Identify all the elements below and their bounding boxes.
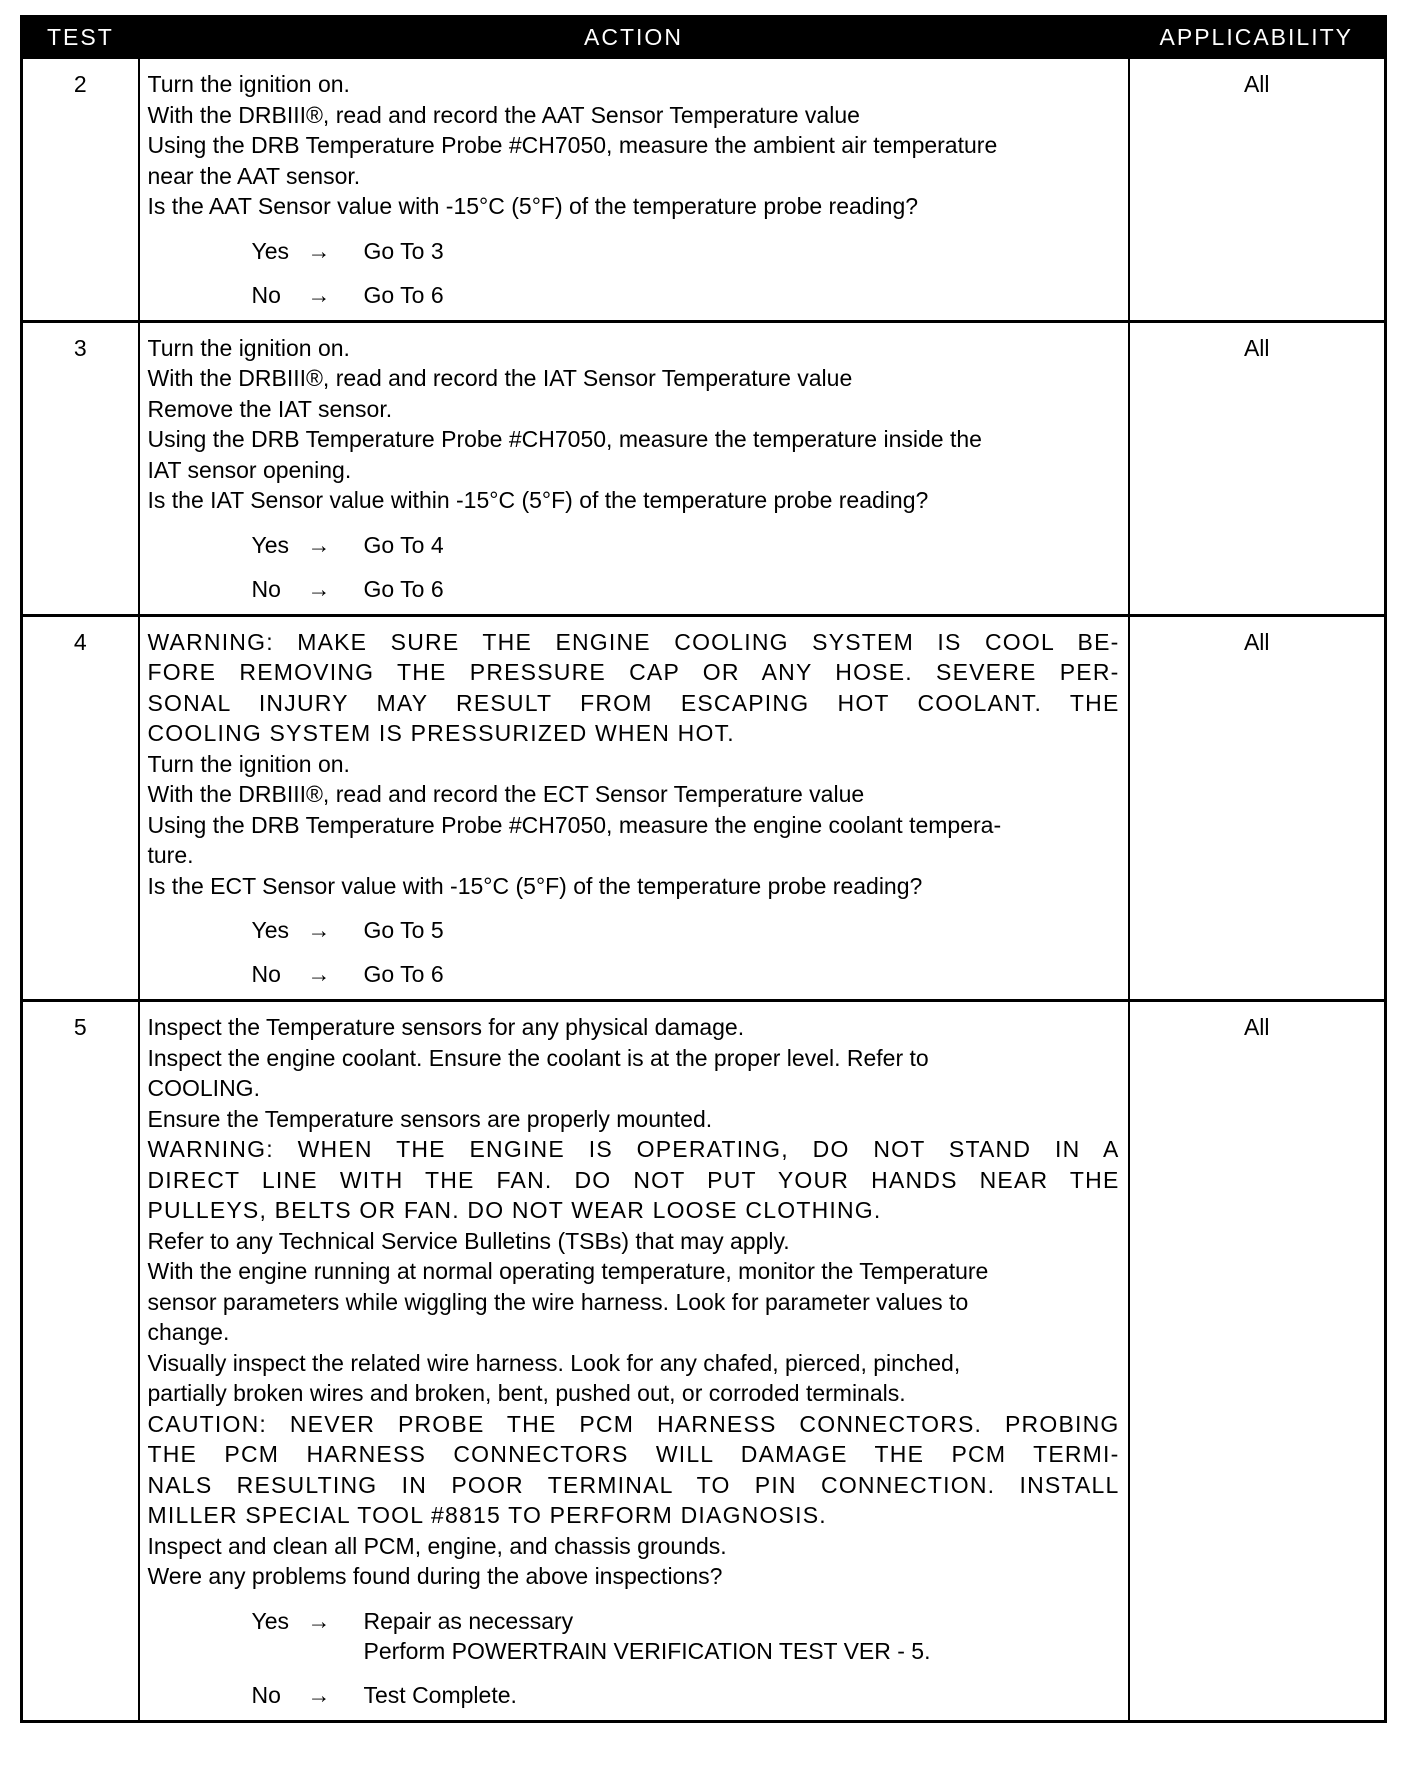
action-cell bbox=[139, 1001, 1129, 1722]
action-line: Visually inspect the related wire harness. Look for any chafed, pierced, pinched, bbox=[147, 1349, 961, 1376]
action-line: Using the DRB Temperature Probe #CH7050, measure the ambient air temperature bbox=[147, 132, 998, 158]
yes-outcome bbox=[252, 915, 1120, 945]
table-body bbox=[22, 58, 1386, 1722]
warning-line: SONAL INJURY MAY RESULT FROM ESCAPING HOT COOLANT. THE bbox=[147, 689, 1120, 716]
arrow-right-icon: → bbox=[307, 917, 331, 943]
action-line: With the engine running at normal operating temperature, monitor the Temperature bbox=[147, 1258, 989, 1284]
warning-line: WARNING: WHEN THE ENGINE IS OPERATING, DO NOT STAND IN A bbox=[147, 1136, 1120, 1162]
test-number: 4 bbox=[22, 615, 139, 1001]
action-line: Turn the ignition on. bbox=[147, 334, 350, 361]
action-line: Remove the IAT sensor. bbox=[147, 395, 393, 422]
action-line: Ensure the Temperature sensors are properly mounted. bbox=[147, 1105, 713, 1132]
action-line: ture. bbox=[147, 842, 194, 868]
action-line: With the DRBIII®, read and record the ECT Sensor Temperature value bbox=[147, 781, 865, 807]
outcomes bbox=[148, 530, 1120, 604]
action-line: With the DRBIII®, read and record the IAT Sensor Temperature value bbox=[147, 365, 853, 391]
applicability-value: All bbox=[1129, 321, 1386, 615]
applicability-value: All bbox=[1129, 58, 1386, 322]
no-result bbox=[364, 1680, 1120, 1710]
caution-line: NALS RESULTING IN POOR TERMINAL TO PIN CONNECTION. INSTALL bbox=[147, 1471, 1120, 1498]
result-line: Test Complete. bbox=[363, 1681, 517, 1708]
table-row bbox=[22, 1001, 1386, 1722]
test-number: 3 bbox=[22, 321, 139, 615]
table-row bbox=[22, 58, 1386, 322]
action-line: Inspect and clean all PCM, engine, and chassis grounds. bbox=[147, 1532, 727, 1559]
result-line: Go To 4 bbox=[363, 531, 444, 558]
arrow-right-icon: → bbox=[307, 961, 331, 987]
table-row bbox=[22, 321, 1386, 615]
yes-label: Yes bbox=[251, 237, 290, 264]
warning-line: PULLEYS, BELTS OR FAN. DO NOT WEAR LOOSE CLOTHING. bbox=[147, 1197, 882, 1223]
yes-result bbox=[364, 915, 1120, 945]
no-label: No bbox=[251, 1681, 281, 1708]
result-line: Go To 5 bbox=[363, 917, 444, 943]
diagnostic-table-sheet bbox=[20, 15, 1384, 1723]
result-line: Go To 6 bbox=[363, 961, 444, 987]
result-line: Repair as necessary bbox=[363, 1607, 574, 1634]
outcomes bbox=[148, 1606, 1120, 1710]
arrow-right-icon: → bbox=[307, 1681, 331, 1708]
action-line: Turn the ignition on. bbox=[147, 750, 350, 777]
action-line: Turn the ignition on. bbox=[147, 71, 350, 97]
no-result bbox=[364, 959, 1120, 989]
action-cell bbox=[139, 615, 1129, 1001]
yes-result bbox=[364, 530, 1120, 560]
action-line: change. bbox=[147, 1319, 230, 1345]
result-line: Go To 6 bbox=[363, 281, 444, 308]
warning-line: COOLING SYSTEM IS PRESSURIZED WHEN HOT. bbox=[147, 720, 735, 746]
no-label: No bbox=[251, 281, 281, 308]
action-line: COOLING. bbox=[147, 1075, 260, 1101]
caution-line: MILLER SPECIAL TOOL #8815 TO PERFORM DIAGNOSIS. bbox=[147, 1502, 827, 1528]
diagnostic-test-table bbox=[20, 15, 1387, 1723]
applicability-value: All bbox=[1129, 1001, 1386, 1722]
action-line: Were any problems found during the above inspections? bbox=[147, 1563, 723, 1589]
arrow-right-icon: → bbox=[307, 531, 331, 558]
table-row bbox=[22, 615, 1386, 1001]
no-outcome bbox=[252, 574, 1120, 604]
yes-result bbox=[364, 236, 1120, 266]
yes-result bbox=[364, 1606, 1120, 1666]
no-outcome bbox=[252, 959, 1120, 989]
header-test: TEST bbox=[22, 17, 139, 58]
no-result bbox=[364, 280, 1120, 310]
yes-label: Yes bbox=[251, 917, 290, 943]
action-line: Is the AAT Sensor value with -15°C (5°F) of the temperature probe reading? bbox=[147, 193, 919, 219]
yes-outcome bbox=[252, 236, 1120, 266]
yes-label: Yes bbox=[251, 531, 290, 558]
warning-line: WARNING: MAKE SURE THE ENGINE COOLING SYSTEM IS COOL BE- bbox=[147, 628, 1120, 655]
header-applicability: APPLICABILITY bbox=[1129, 17, 1386, 58]
action-line: Using the DRB Temperature Probe #CH7050, measure the temperature inside the bbox=[147, 426, 982, 452]
arrow-right-icon: → bbox=[307, 575, 331, 602]
header-action: ACTION bbox=[139, 17, 1129, 58]
yes-outcome bbox=[252, 530, 1120, 560]
arrow-right-icon: → bbox=[307, 1607, 331, 1634]
action-line: Using the DRB Temperature Probe #CH7050, measure the engine coolant tempera- bbox=[147, 811, 1002, 838]
arrow-right-icon: → bbox=[307, 281, 331, 308]
action-line: With the DRBIII®, read and record the AAT Sensor Temperature value bbox=[147, 101, 860, 128]
warning-line: DIRECT LINE WITH THE FAN. DO NOT PUT YOUR HANDS NEAR THE bbox=[147, 1166, 1120, 1193]
result-line: Perform POWERTRAIN VERIFICATION TEST VER - 5. bbox=[363, 1637, 931, 1664]
outcomes bbox=[148, 915, 1120, 989]
action-line: Inspect the engine coolant. Ensure the coolant is at the proper level. Refer to bbox=[147, 1044, 929, 1071]
no-result bbox=[364, 574, 1120, 604]
action-line: near the AAT sensor. bbox=[147, 162, 361, 189]
action-line: Is the ECT Sensor value with -15°C (5°F) of the temperature probe reading? bbox=[147, 872, 923, 899]
warning-line: FORE REMOVING THE PRESSURE CAP OR ANY HOSE. SEVERE PER- bbox=[147, 659, 1120, 685]
result-line: Go To 6 bbox=[363, 575, 444, 602]
yes-label: Yes bbox=[251, 1607, 290, 1634]
yes-outcome bbox=[252, 1606, 1120, 1666]
no-label: No bbox=[251, 961, 281, 987]
caution-line: THE PCM HARNESS CONNECTORS WILL DAMAGE THE PCM TERMI- bbox=[147, 1441, 1120, 1467]
action-line: Is the IAT Sensor value within -15°C (5°F) of the temperature probe reading? bbox=[147, 487, 929, 513]
no-outcome bbox=[252, 280, 1120, 310]
test-number: 5 bbox=[22, 1001, 139, 1722]
action-cell bbox=[139, 58, 1129, 322]
arrow-right-icon: → bbox=[307, 237, 331, 264]
outcomes bbox=[148, 236, 1120, 310]
action-line: Inspect the Temperature sensors for any physical damage. bbox=[147, 1014, 745, 1040]
test-number: 2 bbox=[22, 58, 139, 322]
caution-line: CAUTION: NEVER PROBE THE PCM HARNESS CONNECTORS. PROBING bbox=[147, 1410, 1120, 1437]
action-cell bbox=[139, 321, 1129, 615]
action-line: Refer to any Technical Service Bulletins (TSBs) that may apply. bbox=[147, 1227, 790, 1254]
table-header bbox=[22, 17, 1386, 58]
action-line: sensor parameters while wiggling the wire harness. Look for parameter values to bbox=[147, 1288, 969, 1315]
action-line: IAT sensor opening. bbox=[147, 456, 352, 483]
action-line: partially broken wires and broken, bent, pushed out, or corroded terminals. bbox=[147, 1380, 906, 1406]
result-line: Go To 3 bbox=[363, 237, 444, 264]
no-outcome bbox=[252, 1680, 1120, 1710]
applicability-value: All bbox=[1129, 615, 1386, 1001]
no-label: No bbox=[251, 575, 281, 602]
